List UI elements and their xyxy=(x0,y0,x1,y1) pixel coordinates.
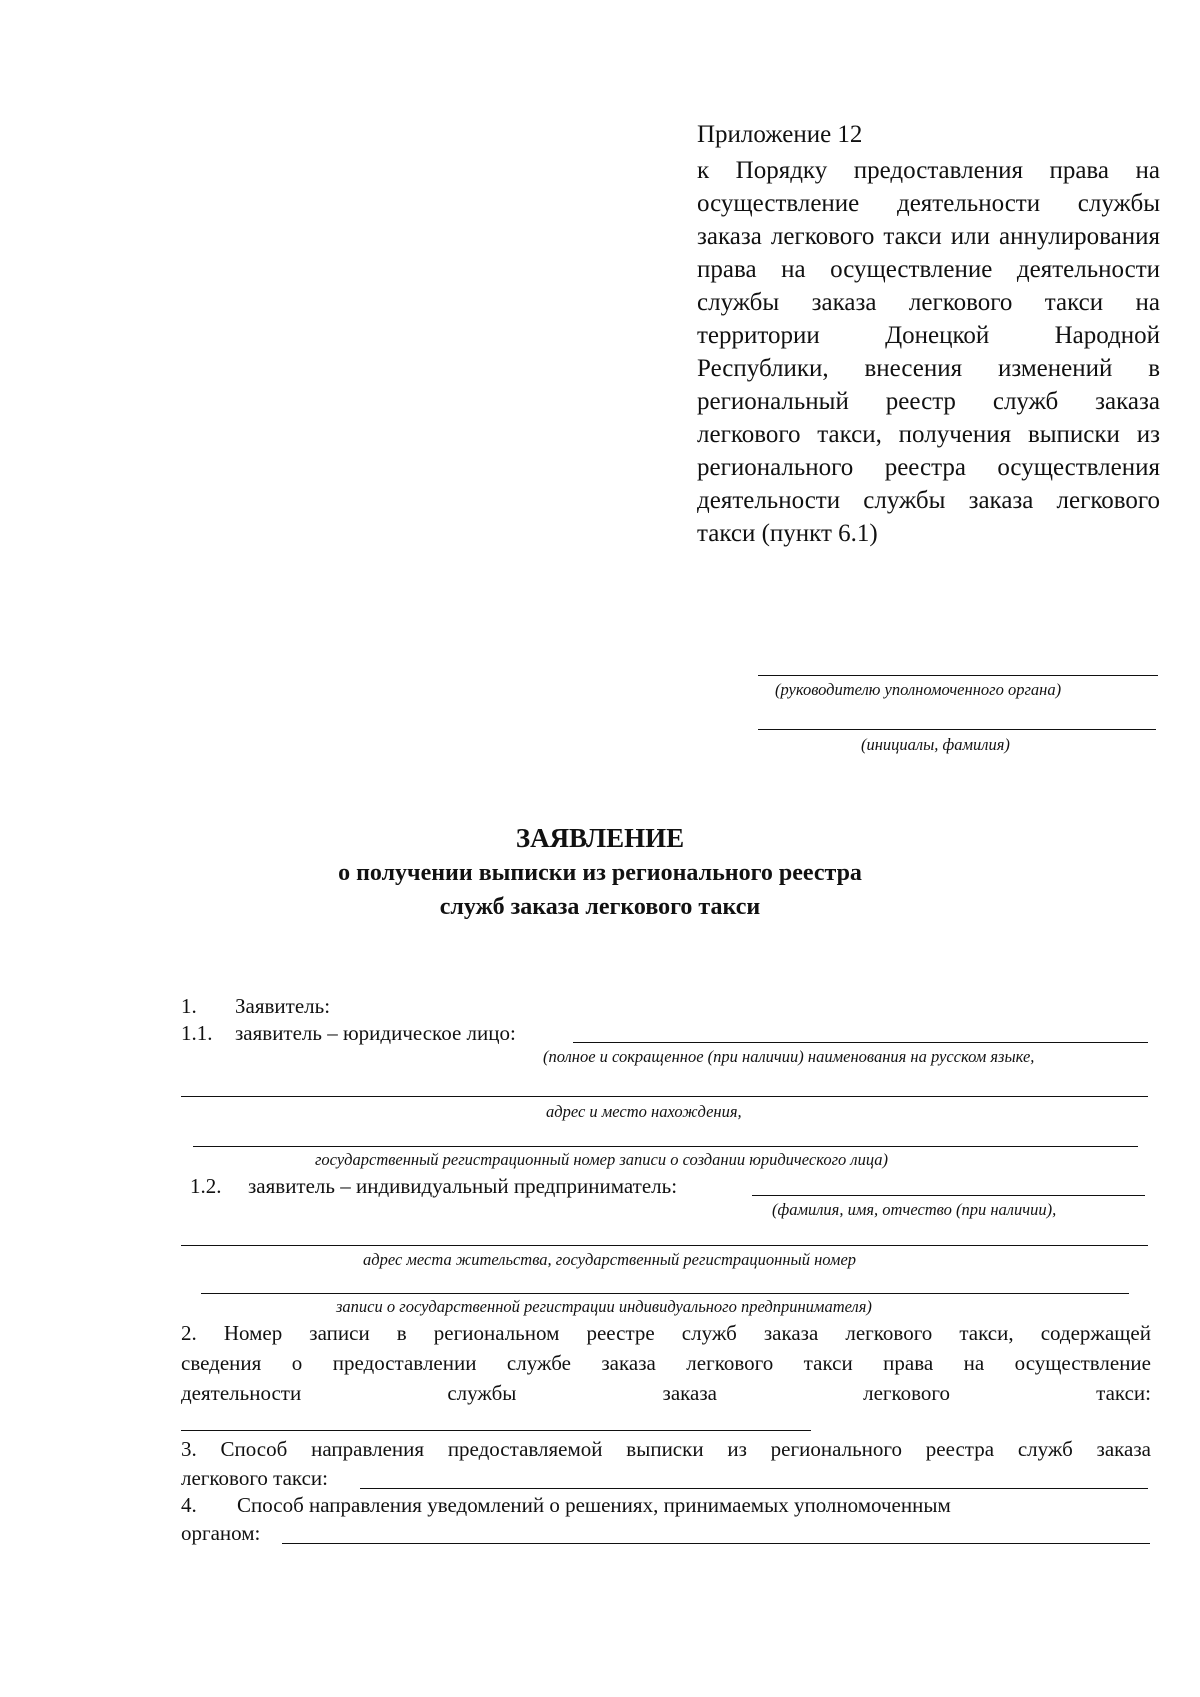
section-1-2-label: заявитель – индивидуальный предприниматель: xyxy=(248,1174,678,1198)
document-subtitle-line2: служб заказа легкового такси xyxy=(439,894,761,920)
entrepreneur-address-field[interactable] xyxy=(181,1245,1148,1246)
annex-body: к Порядку предоставления права на осуществление деятельности службы заказа легкового такси или аннулирования права на осуществление деятельности службы заказа легкового такси на территории Донецкой Народной Республики, внесения изменений в региональный реестр служб заказа легкового такси, получения выписки из регионального реестра осуществления деятельности службы заказа легкового такси (пункт 6.1) xyxy=(697,157,1160,547)
addressee-name-hint: (инициалы, фамилия) xyxy=(861,735,1010,754)
section-1-1-label: заявитель – юридическое лицо: xyxy=(235,1021,516,1045)
addressee-name-field[interactable] xyxy=(758,729,1156,730)
legal-entity-regnum-hint: государственный регистрационный номер записи о создании юридического лица) xyxy=(315,1150,889,1169)
entrepreneur-regnum-hint: записи о государственной регистрации индивидуального предпринимателя) xyxy=(336,1297,872,1316)
legal-entity-address-field[interactable] xyxy=(181,1096,1148,1097)
section-4-line2: органом: xyxy=(181,1521,261,1545)
legal-entity-address-hint: адрес и место нахождения, xyxy=(546,1102,742,1121)
document-subtitle-line1: о получении выписки из регионального реестра xyxy=(338,860,862,886)
section-1-2-number: 1.2. xyxy=(190,1174,222,1198)
entrepreneur-name-hint: (фамилия, имя, отчество (при наличии), xyxy=(772,1200,1057,1219)
addressee-head-hint: (руководителю уполномоченного органа) xyxy=(775,680,1062,699)
legal-entity-name-hint: (полное и сокращенное (при наличии) наименования на русском языке, xyxy=(543,1047,1035,1066)
section-4-number: 4. xyxy=(181,1493,197,1517)
section-4-label: Способ направления уведомлений о решениях, принимаемых уполномоченным xyxy=(237,1493,951,1517)
section-2-line2: сведения о предоставлении службе заказа легкового такси права на осуществление xyxy=(181,1351,1151,1375)
notification-method-field[interactable] xyxy=(282,1543,1150,1544)
section-1-1-number: 1.1. xyxy=(181,1021,213,1045)
section-3-line1: 3. Способ направления предоставляемой выписки из регионального реестра служб заказа xyxy=(181,1437,1151,1461)
entrepreneur-regnum-field[interactable] xyxy=(201,1293,1129,1294)
annex-title: Приложение 12 xyxy=(697,121,863,148)
addressee-head-field[interactable] xyxy=(758,675,1158,676)
entrepreneur-address-hint: адрес места жительства, государственный регистрационный номер xyxy=(363,1250,857,1269)
section-2-line1: 2. Номер записи в региональном реестре служб заказа легкового такси, содержащей xyxy=(181,1321,1151,1345)
legal-entity-name-field[interactable] xyxy=(573,1042,1148,1043)
section-1-number: 1. xyxy=(181,994,197,1018)
extract-delivery-method-field[interactable] xyxy=(360,1488,1148,1489)
section-3-line2: легкового такси: xyxy=(181,1466,328,1490)
section-1-label: Заявитель: xyxy=(235,994,331,1018)
section-2-line3: деятельности службы заказа легкового такси: xyxy=(181,1381,1151,1405)
legal-entity-regnum-field[interactable] xyxy=(193,1146,1138,1147)
document-title: ЗАЯВЛЕНИЕ xyxy=(515,823,685,853)
entrepreneur-name-field[interactable] xyxy=(752,1195,1145,1196)
registry-record-number-field[interactable] xyxy=(181,1430,811,1431)
